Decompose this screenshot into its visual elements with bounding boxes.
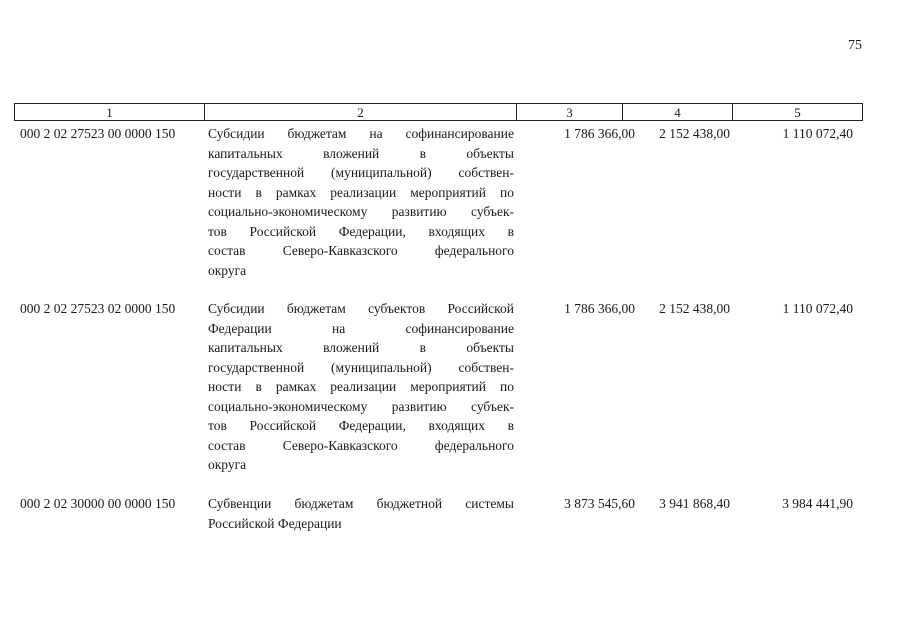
header-col-1: 1 [15, 104, 205, 120]
description-line: социально-экономическому развитию субъек- [208, 204, 514, 219]
value-col-5: 1 110 072,40 [782, 126, 853, 141]
value-col-4: 2 152 438,00 [659, 126, 730, 141]
description-line: капитальных вложений в объекты [208, 340, 514, 355]
description-line: Субсидии бюджетам субъектов Российской [208, 301, 514, 316]
description-line: Федерации на софинансирование [208, 320, 514, 336]
value-col-3: 3 873 545,60 [564, 496, 635, 511]
value-col-5: 1 110 072,40 [782, 301, 853, 316]
description-line: социально-экономическому развитию субъек- [208, 398, 514, 414]
header-col-5: 5 [794, 105, 801, 120]
row-description [208, 494, 514, 533]
budget-code: 000 2 02 27523 00 0000 150 [20, 126, 176, 141]
value-col-3: 1 786 366,00 [564, 126, 635, 141]
description-line: ности в рамках реализации мероприятий по [208, 379, 514, 394]
description-line: Субсидии бюджетам на софинансирование [208, 126, 514, 141]
budget-code: 000 2 02 27523 02 0000 150 [20, 301, 176, 316]
description-line: государственной (муниципальной) собствен- [208, 165, 514, 180]
budget-code: 000 2 02 30000 00 0000 150 [20, 496, 176, 511]
value-col-5: 3 984 441,90 [782, 496, 853, 511]
header-col-2: 2 [205, 104, 517, 120]
description-line: ности в рамках реализации мероприятий по [208, 184, 514, 200]
description-line: государственной (муниципальной) собствен- [208, 359, 514, 375]
description-line: капитальных вложений в объекты [208, 145, 514, 161]
row-description [208, 124, 514, 280]
value-col-4: 3 941 868,40 [659, 496, 730, 511]
description-line: состав Северо-Кавказского федерального [208, 437, 514, 453]
value-col-4: 2 152 438,00 [659, 301, 730, 316]
description-line: тов Российской Федерации, входящих в [208, 223, 514, 239]
description-line: состав Северо-Кавказского федерального [208, 243, 514, 258]
header-col-4: 4 [623, 104, 733, 120]
page-number: 75 [848, 38, 862, 53]
row-description [208, 299, 514, 475]
description-line: округа [208, 457, 247, 472]
value-col-3: 1 786 366,00 [564, 301, 635, 316]
header-col-3: 3 [517, 104, 623, 120]
description-line: округа [208, 262, 247, 278]
description-line: тов Российской Федерации, входящих в [208, 418, 514, 433]
description-line: Российской Федерации [208, 515, 342, 531]
description-line: Субвенции бюджетам бюджетной системы [208, 496, 514, 511]
table-header-row [14, 103, 863, 121]
